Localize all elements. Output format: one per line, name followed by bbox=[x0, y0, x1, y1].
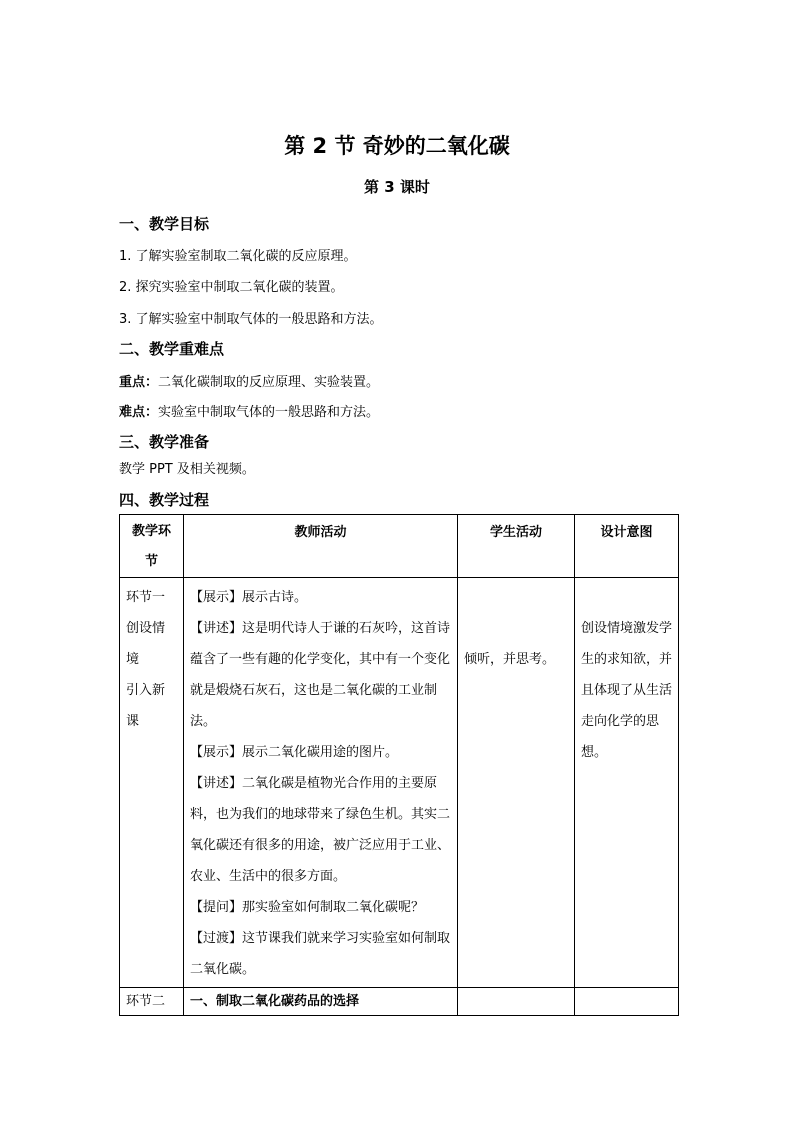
table-row bbox=[120, 578, 679, 988]
header-teacher: 教师活动 bbox=[184, 515, 458, 578]
preparation-heading: 三、教学准备 bbox=[119, 433, 210, 451]
objectives-heading: 一、教学目标 bbox=[119, 215, 210, 233]
teacher-cell bbox=[184, 578, 458, 988]
preparation-text: 教学 PPT 及相关视频。 bbox=[119, 462, 255, 477]
header-intent: 设计意图 bbox=[575, 515, 679, 578]
header-stage bbox=[120, 515, 184, 578]
stage-line: 环节一 bbox=[126, 590, 166, 605]
teacher-paragraph: 【提问】那实验室如何制取二氧化碳呢？ bbox=[190, 900, 425, 915]
teacher-paragraph: 【讲述】二氧化碳是植物光合作用的主要原料，也为我们的地球带来了绿色生机。其实二氧化碳还有很多的用途，被广泛应用于工业、农业、生活中的很多方面。 bbox=[190, 776, 451, 884]
difficulty-label: 难点： bbox=[119, 405, 159, 420]
intent-text: 创设情境激发学生的求知欲，并且体现了从生活走向化学的思想。 bbox=[581, 621, 673, 760]
stage-cell bbox=[120, 578, 184, 988]
objective-item: 3. 了解实验室中制取气体的一般思路和方法。 bbox=[119, 312, 383, 327]
teacher-paragraph: 【展示】展示古诗。 bbox=[190, 590, 308, 605]
process-heading: 四、教学过程 bbox=[119, 491, 210, 509]
header-stage-line2: 节 bbox=[144, 554, 158, 569]
table-row bbox=[120, 988, 679, 1016]
key-points-heading: 二、教学重难点 bbox=[119, 340, 225, 358]
stage-line: 创设情境 bbox=[126, 621, 166, 667]
difficulty-line bbox=[119, 401, 379, 420]
header-stage-line1: 教学环 bbox=[131, 524, 171, 539]
student-cell bbox=[458, 578, 575, 988]
focus-text: 二氧化碳制取的反应原理、实验装置。 bbox=[158, 375, 380, 390]
focus-line bbox=[119, 371, 379, 390]
document-subtitle: 第 3 课时 bbox=[364, 178, 430, 196]
intent-cell bbox=[575, 988, 679, 1016]
header-student: 学生活动 bbox=[458, 515, 575, 578]
intent-cell bbox=[575, 578, 679, 988]
teaching-process-table bbox=[119, 514, 679, 1016]
table-header-row bbox=[120, 515, 679, 578]
objective-item: 1. 了解实验室制取二氧化碳的反应原理。 bbox=[119, 249, 357, 264]
teacher-paragraph: 【过渡】这节课我们就来学习实验室如何制取二氧化碳。 bbox=[190, 931, 451, 977]
stage-line: 引入新课 bbox=[126, 683, 166, 729]
objective-item: 2. 探究实验室中制取二氧化碳的装置。 bbox=[119, 280, 344, 295]
student-cell bbox=[458, 988, 575, 1016]
teacher-paragraph: 【讲述】这是明代诗人于谦的石灰吟，这首诗蕴含了一些有趣的化学变化，其中有一个变化就是煅烧石灰石，这也是二氧化碳的工业制法。 bbox=[190, 621, 451, 729]
teacher-cell: 一、制取二氧化碳药品的选择 bbox=[184, 988, 458, 1016]
teacher-paragraph: 【展示】展示二氧化碳用途的图片。 bbox=[190, 745, 399, 760]
stage-cell: 环节二 bbox=[120, 988, 184, 1016]
focus-label: 重点： bbox=[119, 375, 159, 390]
difficulty-text: 实验室中制取气体的一般思路和方法。 bbox=[158, 405, 380, 420]
document-title: 第 2 节 奇妙的二氧化碳 bbox=[284, 134, 510, 158]
student-text: 倾听，并思考。 bbox=[464, 652, 556, 667]
